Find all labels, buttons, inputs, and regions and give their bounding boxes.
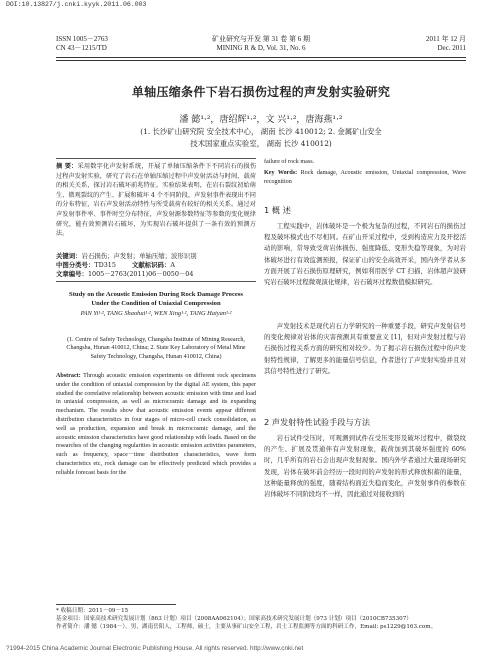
- keywords-cn-text: 岩石损伤；声发射；单轴压缩；波形识别: [81, 252, 197, 260]
- footer-text: ?1994-2015 China Academic Journal Electronic Publishing House. All rights reserved. http://www.cnki.net: [6, 645, 304, 652]
- date-en: Dec. 2011: [437, 44, 466, 52]
- english-title: Study on the Acoustic Emission During Rock Damage Process Under the Condition of Uniaxial Compression: [69, 291, 243, 307]
- abstract-en-cont-text: failure of rock mass.: [264, 159, 315, 165]
- issn: ISSN 1005－2763: [56, 35, 108, 43]
- abstract-en-continued: [264, 158, 466, 186]
- journal-en: MINING R & D, Vol. 31, No. 6: [216, 44, 306, 52]
- keywords-en: [264, 169, 466, 187]
- clc-value: TD315: [94, 261, 116, 269]
- abstract-en: [56, 372, 256, 478]
- section-1-heading: 1 概 述: [264, 205, 291, 215]
- abstract-cn-text: 采用数字化声发射系统，开展了单轴压缩条件下不同岩石的损伤过程声发射实验，研究了岩石在单轴压缩过程中声发射活动与时间、载荷的相关关系，探讨岩石破坏前兆特征。实验结果表明，在岩石裂纹初始萌生、微观裂纹的产生、扩展和破坏 4 个不同阶段，声发射事件表现出不同的分布特征，岩石声发射活动特性与所受载荷有较好的相关关系。通过对声发射事件率、事件时空分布特征，声发射源参数特征等参数的变化规律研究，能有效预测岩石破坏，为实现岩石破坏提供了一条有效的预测方法。: [56, 163, 257, 238]
- article-number-value: 1005－2763(2011)06－0050－04: [87, 270, 194, 278]
- keywords-en-label: Key Words:: [264, 169, 298, 176]
- footnote-funding: 基金项目：国家高技术研究发展计划（863 计划）项目（2008AA062104）；国家高技术研究发展计划（973 计划）项目（2010CB735307）: [56, 616, 412, 622]
- abstract-cn-label: 摘 要：: [56, 163, 78, 170]
- date-cn: 2011 年 12 月: [426, 35, 466, 43]
- abstract-en-text: Through acoustic emission experiments on different rock specimens under the condition of uniaxial compression by the digital AE system, this paper studied the correlative relationship between acoustic emission with time and load in uniaxial compression, as well as microcosmic damage and its expanding mechanism. The results show that acoustic emission events appear different distribution characteristics in four stages of micro-cell crack consolidation, as well as production, expansion and break in microcosmic damage, and the acoustic emission characteristics have good relationship with loads. Based on the researches of the changing regularities in acoustic emission activities parameters, such as frequency, space－time distribution characteristics, wave form characteristics etc, rock damage can be effectively predicted which provides a reliable forecast basis for the: [56, 373, 256, 476]
- copyright-footer: [0, 645, 497, 652]
- received-date: 收稿日期：2011－09－15: [60, 608, 129, 614]
- doi-label: DOI:10.13827/j.cnki.kyyk.2011.06.003: [6, 1, 147, 8]
- abstract-en-label: Abstract:: [56, 373, 81, 379]
- header-left: [56, 35, 108, 53]
- affiliation-line-1: (1. 长沙矿山研究院 安全技术中心， 湖南 长沙 410012; 2. 金属矿山安全: [140, 127, 382, 136]
- doc-code-label: 文献标识码：: [131, 261, 171, 269]
- paper-title: 单轴压缩条件下岩石损伤过程的声发射实验研究: [131, 85, 391, 99]
- header-rule-thin: [56, 60, 466, 61]
- doc-code-value: A: [170, 261, 175, 269]
- keywords-en-text: Rock damage, Acoustic emission, Uniaxial compression, Wave recognition: [264, 169, 466, 185]
- affiliation-line-2: 技术国家重点实验室， 湖南 长沙 410012): [190, 139, 332, 148]
- abstract-bottom-rule: [56, 281, 256, 282]
- affiliation-cn: [56, 126, 466, 150]
- cn-number: CN 43－1215/TD: [56, 44, 107, 52]
- classification: [56, 261, 256, 270]
- abstract-cn: [56, 162, 256, 239]
- section-1-para-1: 工程实践中，岩体破坏是一个极为复杂的过程，不同岩石的损伤过程及破坏模式也不尽相同。在矿山开采过程中，受到构造应力及开挖活动的影响，常导致受荷岩体损伤、强度降低、变形失稳等现象，为对岩体破坏进行有效监测预报，保证矿山的安全高效开采，国内外学者从多方面开展了岩石损伤原理研究，例如利用医学 CT 扫描，岩体超声波研究岩石破坏过程微观演化规律，岩石破坏过程数值模拟研究。: [264, 222, 466, 287]
- footnote-rule: [56, 604, 176, 605]
- footnote-received: * 收稿日期：2011－09－15: [56, 608, 129, 614]
- keywords-cn: [56, 252, 256, 261]
- header-center: [166, 35, 356, 53]
- header-right: [386, 35, 466, 53]
- article-number-label: 文章编号：: [56, 270, 88, 278]
- section-1-para-2: 声发射技术是现代岩石力学研究的一种重要手段，研究声发射信号的变化规律对岩体的灾害预测具有重要意义 [1]，但对声发射过程与岩石损伤过程关系方面的研究相对较少。为了揭示岩石损伤过程中的声发射特性规律，了解更多的能量信号信息，作者进行了声发射实验并且对其信号特性进行了研究。: [264, 322, 466, 375]
- header-rule: [56, 57, 466, 58]
- footnote-author: 作者简介：潘 懿（1984－），男，湖南岳阳人，工程师，硕士，主要从事矿山安全工程，岩土工程监测等方面的科研工作，Email: ps1229@163.com。: [56, 624, 437, 630]
- english-authors: PAN Yi¹·², TANG Shaohui¹·², WEN Xing¹·², TANG Haiyan¹·²: [80, 310, 232, 317]
- abstract-top-rule: [56, 158, 256, 159]
- keywords-cn-label: 关键词：: [56, 252, 82, 260]
- section-2-para-1: 岩石试件受压时，可观测到试件在受压变形及破坏过程中，微裂纹的产生、扩展及贯通伴有声发射现象，载荷加到其破坏强度的 60% 时，几乎所有的岩石会出现声发射现象。国内外学者通过大量现场研究发现，岩体在破坏前会经历一段时间的声发射的形式释放积蓄的能量，这种能量释放的强度，随着结构面近失稳而变化，声发射事件的参数在岩体破坏不同阶段均不一样，因此通过对接收到的: [264, 434, 466, 499]
- clc-label: 中图分类号：: [56, 261, 95, 269]
- section-2-heading: 2 声发射特性试验手段与方法: [264, 417, 371, 427]
- journal-cn: 矿业研究与开发 第 31 卷 第 6 期: [212, 35, 310, 43]
- article-number: [56, 270, 256, 279]
- english-affiliation: (1. Centre of Safety Technology, Changsha Institute of Mining Research, Changsha, Hunan 410012, China; 2. State Key Laboratory of Metal Mine Safety Technology, Changsha, Hunan 410012, China): [66, 337, 246, 360]
- authors-cn: 潘 懿¹·²，唐绍辉¹·²，文 兴¹·²，唐海燕¹·²: [179, 115, 343, 125]
